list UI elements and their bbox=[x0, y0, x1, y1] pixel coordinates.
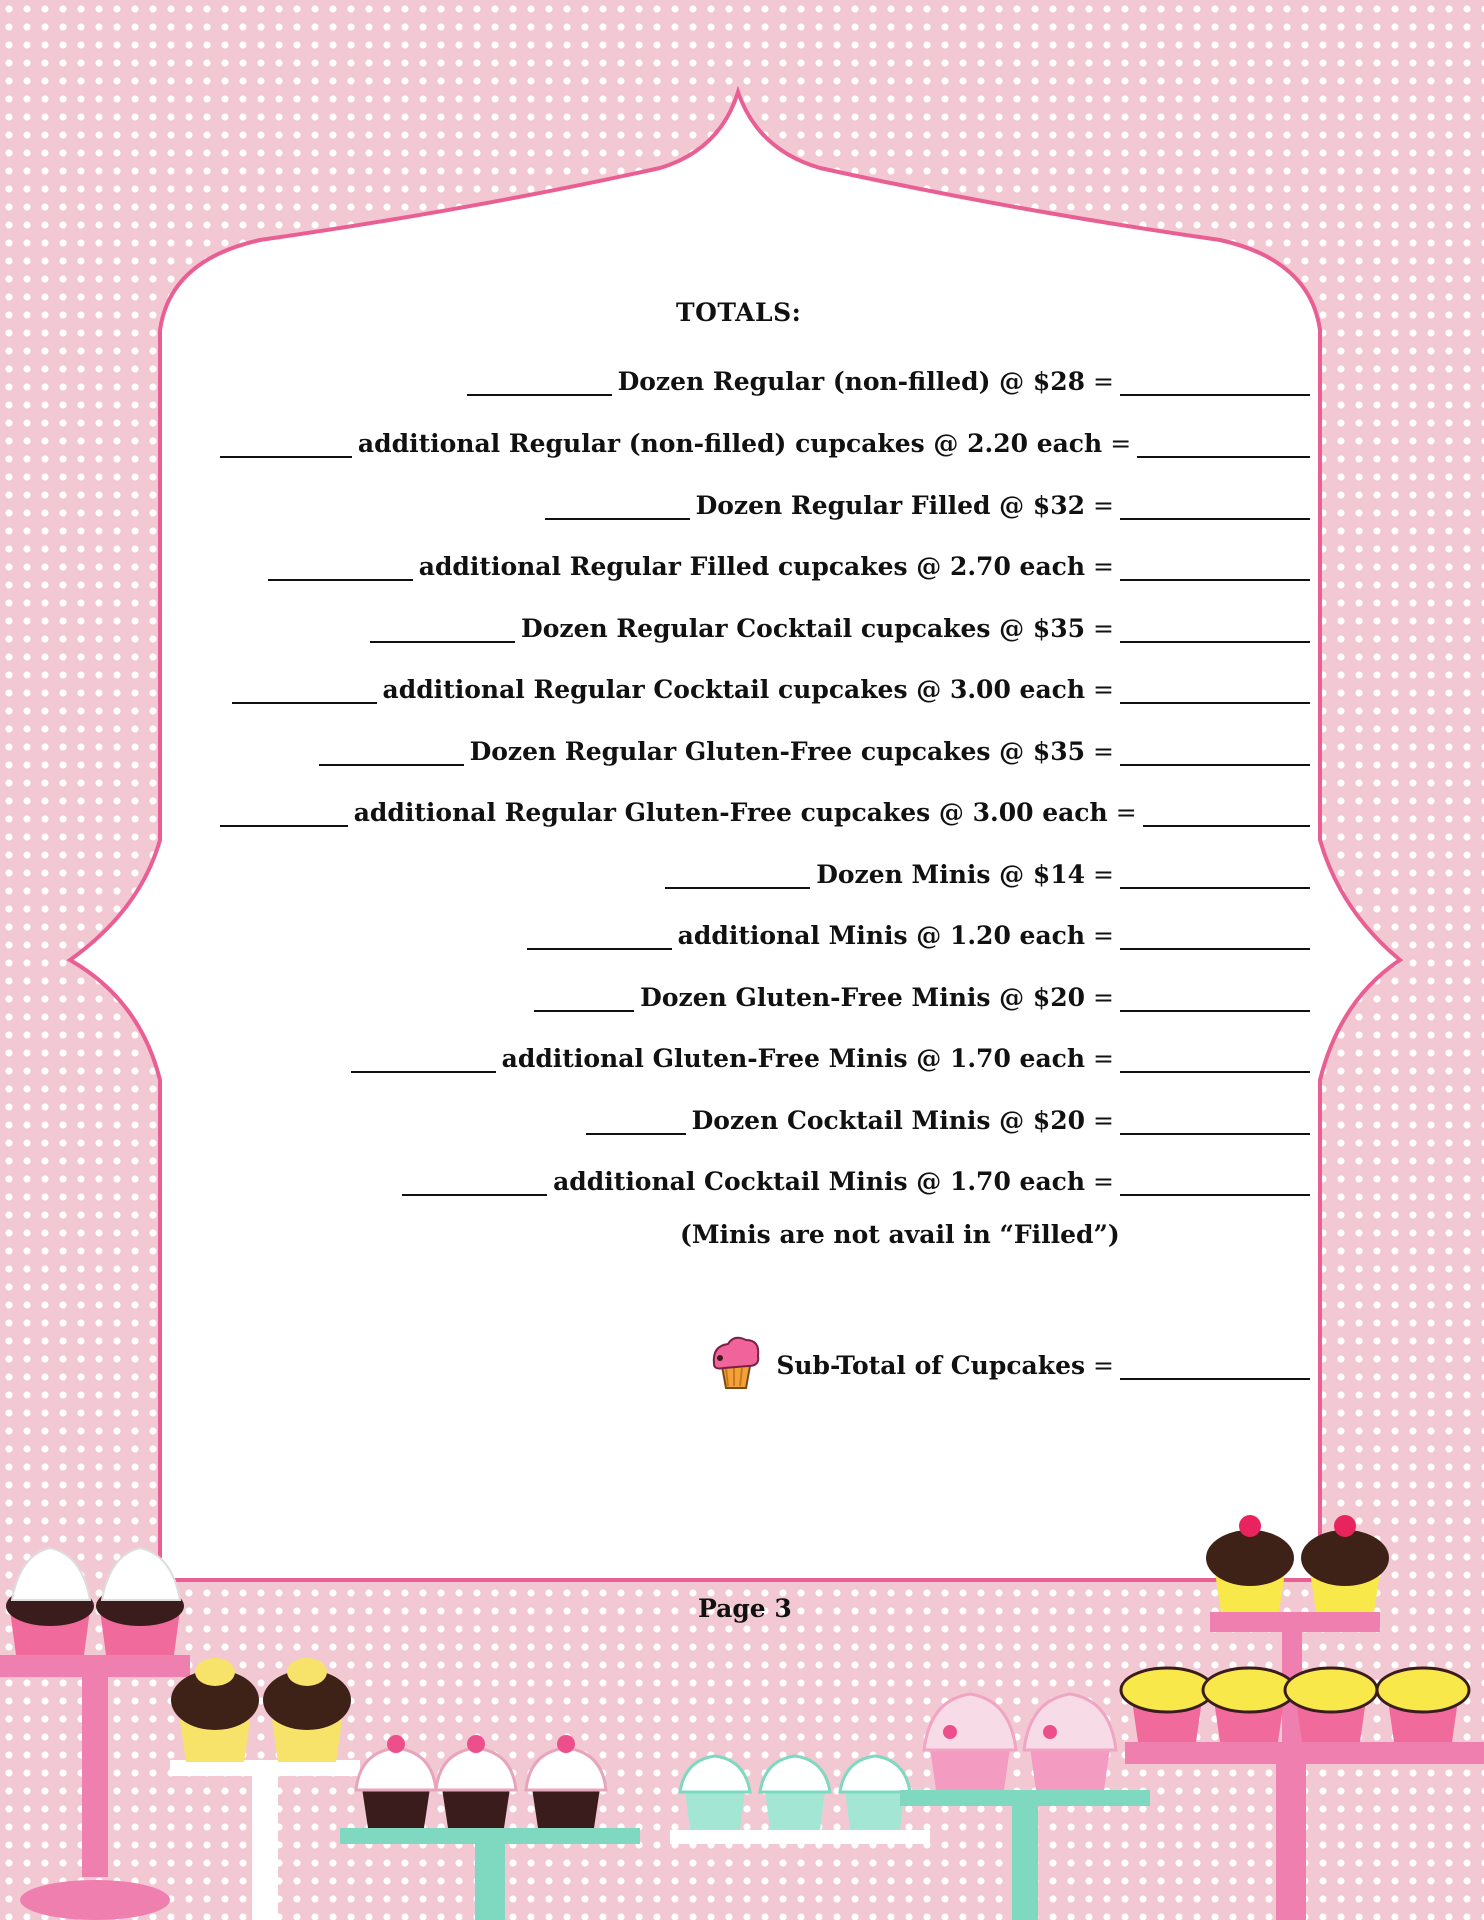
quantity-blank[interactable] bbox=[268, 553, 413, 581]
amount-blank[interactable] bbox=[1120, 615, 1310, 643]
cake-stand-mint-right-icon bbox=[900, 1790, 1150, 1920]
amount-blank[interactable] bbox=[1120, 1168, 1310, 1196]
order-line bbox=[220, 726, 1310, 766]
order-line-label: additional Regular Cocktail cupcakes @ 3.00 each bbox=[382, 675, 1086, 704]
amount-blank[interactable] bbox=[1143, 799, 1310, 827]
equals-sign: = bbox=[1093, 491, 1114, 520]
cupcake-stand-illustration bbox=[0, 1500, 1484, 1920]
page-number: Page 3 bbox=[698, 1594, 792, 1623]
totals-heading: TOTALS: bbox=[676, 298, 802, 327]
equals-sign: = bbox=[1093, 921, 1114, 950]
order-line bbox=[220, 664, 1310, 704]
quantity-blank[interactable] bbox=[545, 492, 690, 520]
equals-sign: = bbox=[1093, 367, 1114, 396]
quantity-blank[interactable] bbox=[220, 799, 348, 827]
quantity-blank[interactable] bbox=[467, 368, 612, 396]
amount-blank[interactable] bbox=[1120, 553, 1310, 581]
order-line-label: additional Gluten-Free Minis @ 1.70 each bbox=[501, 1044, 1086, 1073]
quantity-blank[interactable] bbox=[370, 615, 515, 643]
amount-blank[interactable] bbox=[1120, 1045, 1310, 1073]
amount-blank[interactable] bbox=[1137, 430, 1310, 458]
order-line-label: Dozen Regular Cocktail cupcakes @ $35 bbox=[521, 614, 1086, 643]
order-line bbox=[220, 1095, 1310, 1135]
order-line bbox=[220, 849, 1310, 889]
equals-sign: = bbox=[1093, 1106, 1114, 1135]
cake-stand-left-icon bbox=[0, 1655, 190, 1920]
quantity-blank[interactable] bbox=[534, 984, 634, 1012]
amount-blank[interactable] bbox=[1120, 984, 1310, 1012]
cupcake-icon bbox=[704, 1328, 768, 1392]
equals-sign: = bbox=[1093, 675, 1114, 704]
order-line bbox=[220, 1033, 1310, 1073]
amount-blank[interactable] bbox=[1120, 492, 1310, 520]
amount-blank[interactable] bbox=[1120, 1107, 1310, 1135]
quantity-blank[interactable] bbox=[319, 738, 464, 766]
order-line-label: additional Minis @ 1.20 each bbox=[677, 921, 1086, 950]
cake-stand-mint-icon bbox=[340, 1828, 640, 1920]
quantity-blank[interactable] bbox=[351, 1045, 496, 1073]
order-line bbox=[220, 910, 1310, 950]
order-line bbox=[220, 480, 1310, 520]
order-line-label: Dozen Regular Filled @ $32 bbox=[695, 491, 1086, 520]
cupcake-white-frosting-icon bbox=[6, 1548, 184, 1655]
order-line-label: additional Regular Filled cupcakes @ 2.70 each bbox=[418, 552, 1086, 581]
equals-sign: = bbox=[1115, 798, 1137, 827]
equals-sign: = bbox=[1093, 983, 1114, 1012]
subtotal-label: Sub-Total of Cupcakes bbox=[776, 1351, 1086, 1380]
amount-blank[interactable] bbox=[1120, 861, 1310, 889]
equals-sign: = bbox=[1093, 1351, 1114, 1380]
quantity-blank[interactable] bbox=[665, 861, 810, 889]
cupcake-sprinkles-icon bbox=[356, 1735, 606, 1828]
order-line bbox=[220, 603, 1310, 643]
quantity-blank[interactable] bbox=[402, 1168, 547, 1196]
order-line-label: Dozen Regular (non-filled) @ $28 bbox=[617, 367, 1086, 396]
order-line bbox=[220, 541, 1310, 581]
cupcake-cherry-icon bbox=[1206, 1515, 1389, 1612]
equals-sign: = bbox=[1093, 737, 1114, 766]
equals-sign: = bbox=[1093, 552, 1114, 581]
equals-sign: = bbox=[1093, 614, 1114, 643]
order-line-label: Dozen Minis @ $14 bbox=[816, 860, 1086, 889]
order-line-label: additional Regular (non-filled) cupcakes @ 2.20 each bbox=[357, 429, 1103, 458]
order-line bbox=[220, 787, 1310, 827]
quantity-blank[interactable] bbox=[586, 1107, 686, 1135]
order-line bbox=[220, 418, 1310, 458]
cupcake-mint-icon bbox=[670, 1756, 930, 1844]
amount-blank[interactable] bbox=[1120, 922, 1310, 950]
order-line-label: additional Cocktail Minis @ 1.70 each bbox=[553, 1167, 1086, 1196]
cupcake-pink-flower-icon bbox=[924, 1694, 1116, 1790]
equals-sign: = bbox=[1110, 429, 1132, 458]
minis-note: (Minis are not avail in “Filled”) bbox=[680, 1220, 1120, 1249]
order-line-label: Dozen Gluten-Free Minis @ $20 bbox=[640, 983, 1086, 1012]
amount-blank[interactable] bbox=[1120, 676, 1310, 704]
equals-sign: = bbox=[1093, 1167, 1114, 1196]
equals-sign: = bbox=[1093, 860, 1114, 889]
equals-sign: = bbox=[1093, 1044, 1114, 1073]
quantity-blank[interactable] bbox=[232, 676, 377, 704]
cake-stand-white-icon bbox=[170, 1760, 360, 1920]
subtotal-blank[interactable] bbox=[1120, 1352, 1310, 1380]
subtotal-line bbox=[220, 1340, 1310, 1380]
order-line bbox=[220, 972, 1310, 1012]
order-line-label: Dozen Regular Gluten-Free cupcakes @ $35 bbox=[469, 737, 1086, 766]
quantity-blank[interactable] bbox=[527, 922, 672, 950]
amount-blank[interactable] bbox=[1120, 738, 1310, 766]
order-line-label: Dozen Cocktail Minis @ $20 bbox=[691, 1106, 1086, 1135]
quantity-blank[interactable] bbox=[220, 430, 352, 458]
cupcake-chocolate-yellow-icon bbox=[171, 1658, 351, 1762]
order-line bbox=[220, 1156, 1310, 1196]
order-line bbox=[220, 356, 1310, 396]
cake-stand-pink-tall-icon bbox=[1125, 1612, 1484, 1920]
order-line-label: additional Regular Gluten-Free cupcakes @ 3.00 each bbox=[353, 798, 1108, 827]
amount-blank[interactable] bbox=[1120, 368, 1310, 396]
